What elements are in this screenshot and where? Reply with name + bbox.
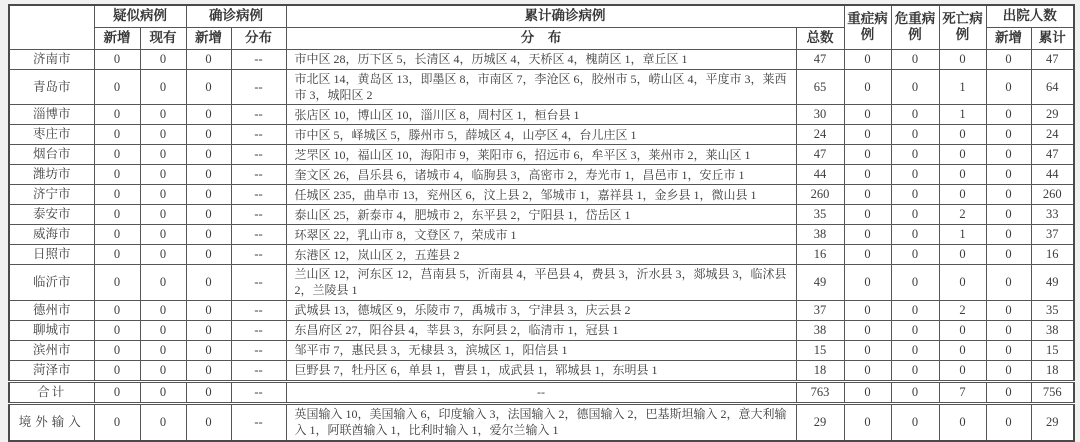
confirmed-distribution-cell: --: [231, 185, 286, 205]
region-cell: 枣庄市: [9, 125, 94, 145]
discharged-cumulative-header: 累计: [1031, 27, 1074, 49]
table-row: [9, 205, 1074, 225]
critical-cases-cell: 0: [891, 245, 939, 265]
cumulative-total-cell: 16: [796, 245, 844, 265]
critical-cases-cell: 0: [891, 340, 939, 360]
severe-cases-cell: 0: [844, 49, 891, 69]
table-row: [9, 225, 1074, 245]
death-cases-cell: 1: [939, 69, 986, 104]
discharged-header: 出院人数: [986, 5, 1074, 27]
suspected-existing-cell: 0: [140, 49, 186, 69]
epidemic-stats-table: [8, 4, 1075, 442]
cumulative-total-cell: 18: [796, 360, 844, 381]
discharged-new-cell: 0: [986, 245, 1031, 265]
critical-cases-cell: 0: [891, 403, 939, 441]
cumulative-total-cell: 38: [796, 225, 844, 245]
confirmed-new-header: 新增: [186, 27, 231, 49]
discharged-new-cell: 0: [986, 340, 1031, 360]
suspected-existing-cell: 0: [140, 360, 186, 381]
discharged-total-cell: 756: [1031, 381, 1074, 403]
suspected-new-cell: 0: [94, 381, 140, 403]
confirmed-new-cell: 0: [186, 245, 231, 265]
suspected-existing-cell: 0: [140, 265, 186, 300]
critical-cases-cell: 0: [891, 360, 939, 381]
discharged-new-cell: 0: [986, 360, 1031, 381]
confirmed-distribution-cell: --: [231, 105, 286, 125]
confirmed-distribution-cell: --: [231, 69, 286, 104]
cumulative-distribution-cell: 英国输入 10，美国输入 6，印度输入 3，法国输入 2，德国输入 2，巴基斯坦输入 2，意大利输入 1，阿联酋输入 1，比利时输入 1，爱尔兰输入 1: [286, 403, 796, 441]
confirmed-new-cell: 0: [186, 69, 231, 104]
severe-cases-cell: 0: [844, 360, 891, 381]
critical-cases-cell: 0: [891, 225, 939, 245]
cumulative-distribution-cell: 东昌府区 27，阳谷县 4，莘县 3，东阿县 2，临清市 1，冠县 1: [286, 320, 796, 340]
severe-cases-cell: 0: [844, 125, 891, 145]
suspected-existing-cell: 0: [140, 225, 186, 245]
suspected-existing-cell: 0: [140, 300, 186, 320]
region-column-header: [9, 5, 94, 49]
cumulative-distribution-cell: 市中区 5，峄城区 5，滕州市 5，薛城区 4，山亭区 4，台儿庄区 1: [286, 125, 796, 145]
severe-cases-cell: 0: [844, 205, 891, 225]
cumulative-total-cell: 38: [796, 320, 844, 340]
confirmed-new-cell: 0: [186, 320, 231, 340]
suspected-existing-cell: 0: [140, 320, 186, 340]
death-cases-cell: 2: [939, 300, 986, 320]
suspected-cases-header: 疑似病例: [94, 5, 186, 27]
confirmed-new-cell: 0: [186, 185, 231, 205]
cumulative-total-cell: 30: [796, 105, 844, 125]
suspected-existing-cell: 0: [140, 381, 186, 403]
discharged-total-cell: 35: [1031, 300, 1074, 320]
death-cases-cell: 0: [939, 145, 986, 165]
cumulative-confirmed-header: 累计确诊病例: [286, 5, 844, 27]
suspected-existing-cell: 0: [140, 205, 186, 225]
header-row-groups: [9, 5, 1074, 27]
critical-cases-cell: 0: [891, 69, 939, 104]
critical-cases-cell: 0: [891, 381, 939, 403]
region-cell: 济宁市: [9, 185, 94, 205]
suspected-new-cell: 0: [94, 165, 140, 185]
suspected-new-header: 新增: [94, 27, 140, 49]
cumulative-distribution-cell: 武城县 13，德城区 9，乐陵市 7，禹城市 3，宁津县 3，庆云县 2: [286, 300, 796, 320]
critical-cases-header: 危重病例: [891, 5, 939, 49]
discharged-total-cell: 49: [1031, 265, 1074, 300]
total-row: [9, 381, 1074, 403]
table-row: [9, 245, 1074, 265]
discharged-total-cell: 33: [1031, 205, 1074, 225]
discharged-total-cell: 29: [1031, 403, 1074, 441]
discharged-total-cell: 29: [1031, 105, 1074, 125]
discharged-new-cell: 0: [986, 49, 1031, 69]
confirmed-new-cell: 0: [186, 300, 231, 320]
confirmed-distribution-cell: --: [231, 245, 286, 265]
cumulative-distribution-cell: 兰山区 12，河东区 12，莒南县 5，沂南县 4，平邑县 4，费县 3，沂水县 3，郯城县 3，临沭县 2，兰陵县 1: [286, 265, 796, 300]
discharged-new-cell: 0: [986, 185, 1031, 205]
discharged-new-cell: 0: [986, 165, 1031, 185]
region-cell: 济南市: [9, 49, 94, 69]
cumulative-total-cell: 49: [796, 265, 844, 300]
confirmed-distribution-cell: --: [231, 300, 286, 320]
critical-cases-cell: 0: [891, 265, 939, 300]
cumulative-total-cell: 24: [796, 125, 844, 145]
severe-cases-cell: 0: [844, 69, 891, 104]
discharged-total-cell: 15: [1031, 340, 1074, 360]
suspected-new-cell: 0: [94, 185, 140, 205]
cumulative-distribution-cell: 芝罘区 10，福山区 10，海阳市 9，莱阳市 6，招远市 6，牟平区 3，莱州市 2，莱山区 1: [286, 145, 796, 165]
region-cell: 菏泽市: [9, 360, 94, 381]
death-cases-cell: 0: [939, 49, 986, 69]
suspected-new-cell: 0: [94, 125, 140, 145]
severe-cases-cell: 0: [844, 185, 891, 205]
suspected-new-cell: 0: [94, 340, 140, 360]
critical-cases-cell: 0: [891, 145, 939, 165]
suspected-existing-cell: 0: [140, 340, 186, 360]
cumulative-total-cell: 29: [796, 403, 844, 441]
confirmed-new-cell: 0: [186, 360, 231, 381]
table-row: [9, 360, 1074, 381]
cumulative-distribution-cell: 泰山区 25，新泰市 4，肥城市 2，东平县 2，宁阳县 1，岱岳区 1: [286, 205, 796, 225]
region-cell: 青岛市: [9, 69, 94, 104]
suspected-new-cell: 0: [94, 265, 140, 300]
region-cell: 淄博市: [9, 105, 94, 125]
suspected-new-cell: 0: [94, 105, 140, 125]
critical-cases-cell: 0: [891, 300, 939, 320]
confirmed-distribution-cell: --: [231, 205, 286, 225]
confirmed-distribution-cell: --: [231, 381, 286, 403]
discharged-new-cell: 0: [986, 205, 1031, 225]
confirmed-new-cell: 0: [186, 225, 231, 245]
critical-cases-cell: 0: [891, 125, 939, 145]
suspected-existing-cell: 0: [140, 69, 186, 104]
critical-cases-cell: 0: [891, 320, 939, 340]
death-cases-cell: 0: [939, 320, 986, 340]
discharged-new-cell: 0: [986, 265, 1031, 300]
discharged-total-cell: 16: [1031, 245, 1074, 265]
confirmed-new-cell: 0: [186, 105, 231, 125]
severe-cases-cell: 0: [844, 105, 891, 125]
discharged-new-cell: 0: [986, 69, 1031, 104]
confirmed-distribution-cell: --: [231, 320, 286, 340]
severe-cases-cell: 0: [844, 300, 891, 320]
death-cases-header: 死亡病例: [939, 5, 986, 49]
suspected-new-cell: 0: [94, 225, 140, 245]
critical-cases-cell: 0: [891, 49, 939, 69]
cumulative-distribution-cell: 奎文区 26，昌乐县 6，诸城市 4，临朐县 3，高密市 2，寿光市 1，昌邑市 1，安丘市 1: [286, 165, 796, 185]
death-cases-cell: 0: [939, 185, 986, 205]
suspected-existing-cell: 0: [140, 145, 186, 165]
cumulative-total-cell: 47: [796, 49, 844, 69]
discharged-new-cell: 0: [986, 125, 1031, 145]
confirmed-new-cell: 0: [186, 205, 231, 225]
severe-cases-cell: 0: [844, 320, 891, 340]
severe-cases-cell: 0: [844, 381, 891, 403]
suspected-existing-cell: 0: [140, 403, 186, 441]
region-cell: 德州市: [9, 300, 94, 320]
discharged-total-cell: 47: [1031, 49, 1074, 69]
death-cases-cell: 0: [939, 165, 986, 185]
discharged-total-cell: 44: [1031, 165, 1074, 185]
discharged-new-cell: 0: [986, 381, 1031, 403]
discharged-new-cell: 0: [986, 145, 1031, 165]
table-row: [9, 340, 1074, 360]
cumulative-distribution-cell: 任城区 235，曲阜市 13，兖州区 6，汶上县 2，邹城市 1，嘉祥县 1，金乡县 1，微山县 1: [286, 185, 796, 205]
death-cases-cell: 1: [939, 225, 986, 245]
death-cases-cell: 7: [939, 381, 986, 403]
suspected-new-cell: 0: [94, 205, 140, 225]
region-cell: 滨州市: [9, 340, 94, 360]
suspected-new-cell: 0: [94, 145, 140, 165]
suspected-new-cell: 0: [94, 403, 140, 441]
table-row: [9, 49, 1074, 69]
region-cell: 潍坊市: [9, 165, 94, 185]
severe-cases-cell: 0: [844, 245, 891, 265]
region-cell: 境外输入: [9, 403, 94, 441]
cumulative-total-cell: 65: [796, 69, 844, 104]
severe-cases-cell: 0: [844, 165, 891, 185]
death-cases-cell: 0: [939, 125, 986, 145]
death-cases-cell: 1: [939, 105, 986, 125]
death-cases-cell: 0: [939, 340, 986, 360]
cumulative-distribution-cell: --: [286, 381, 796, 403]
suspected-existing-cell: 0: [140, 165, 186, 185]
discharged-new-header: 新增: [986, 27, 1031, 49]
confirmed-distribution-cell: --: [231, 165, 286, 185]
region-cell: 合计: [9, 381, 94, 403]
confirmed-new-cell: 0: [186, 165, 231, 185]
confirmed-new-cell: 0: [186, 403, 231, 441]
table-row: [9, 105, 1074, 125]
discharged-total-cell: 18: [1031, 360, 1074, 381]
discharged-total-cell: 64: [1031, 69, 1074, 104]
discharged-new-cell: 0: [986, 320, 1031, 340]
death-cases-cell: 2: [939, 205, 986, 225]
confirmed-distribution-header: 分布: [231, 27, 286, 49]
confirmed-new-cell: 0: [186, 49, 231, 69]
cumulative-total-cell: 35: [796, 205, 844, 225]
table-body: [9, 49, 1074, 440]
confirmed-distribution-cell: --: [231, 145, 286, 165]
imported-row: [9, 403, 1074, 441]
critical-cases-cell: 0: [891, 205, 939, 225]
cumulative-total-cell: 763: [796, 381, 844, 403]
confirmed-new-cell: 0: [186, 265, 231, 300]
suspected-existing-cell: 0: [140, 245, 186, 265]
cumulative-distribution-header: 分 布: [286, 27, 796, 49]
suspected-existing-cell: 0: [140, 125, 186, 145]
critical-cases-cell: 0: [891, 185, 939, 205]
confirmed-new-cell: 0: [186, 340, 231, 360]
cumulative-total-cell: 260: [796, 185, 844, 205]
table-row: [9, 145, 1074, 165]
suspected-new-cell: 0: [94, 245, 140, 265]
cumulative-total-header: 总数: [796, 27, 844, 49]
critical-cases-cell: 0: [891, 165, 939, 185]
confirmed-cases-header: 确诊病例: [186, 5, 286, 27]
severe-cases-cell: 0: [844, 265, 891, 300]
cumulative-distribution-cell: 张店区 10，博山区 10，淄川区 8，周村区 1，桓台县 1: [286, 105, 796, 125]
discharged-new-cell: 0: [986, 225, 1031, 245]
table-row: [9, 320, 1074, 340]
table-row: [9, 165, 1074, 185]
suspected-new-cell: 0: [94, 360, 140, 381]
confirmed-distribution-cell: --: [231, 265, 286, 300]
death-cases-cell: 0: [939, 245, 986, 265]
death-cases-cell: 0: [939, 360, 986, 381]
critical-cases-cell: 0: [891, 105, 939, 125]
suspected-new-cell: 0: [94, 300, 140, 320]
confirmed-distribution-cell: --: [231, 49, 286, 69]
region-cell: 日照市: [9, 245, 94, 265]
table-row: [9, 300, 1074, 320]
death-cases-cell: 0: [939, 265, 986, 300]
suspected-new-cell: 0: [94, 320, 140, 340]
table-row: [9, 265, 1074, 300]
table-row: [9, 69, 1074, 104]
suspected-new-cell: 0: [94, 69, 140, 104]
severe-cases-cell: 0: [844, 340, 891, 360]
death-cases-cell: 0: [939, 403, 986, 441]
cumulative-total-cell: 47: [796, 145, 844, 165]
discharged-new-cell: 0: [986, 105, 1031, 125]
suspected-existing-header: 现有: [140, 27, 186, 49]
severe-cases-cell: 0: [844, 225, 891, 245]
region-cell: 烟台市: [9, 145, 94, 165]
cumulative-total-cell: 37: [796, 300, 844, 320]
confirmed-distribution-cell: --: [231, 125, 286, 145]
cumulative-distribution-cell: 环翠区 22，乳山市 8，文登区 7，荣成市 1: [286, 225, 796, 245]
cumulative-distribution-cell: 邹平市 7，惠民县 3，无棣县 3，滨城区 1，阳信县 1: [286, 340, 796, 360]
confirmed-distribution-cell: --: [231, 225, 286, 245]
cumulative-total-cell: 44: [796, 165, 844, 185]
region-cell: 临沂市: [9, 265, 94, 300]
cumulative-total-cell: 15: [796, 340, 844, 360]
cumulative-distribution-cell: 东港区 12，岚山区 2，五莲县 2: [286, 245, 796, 265]
suspected-existing-cell: 0: [140, 105, 186, 125]
confirmed-distribution-cell: --: [231, 340, 286, 360]
confirmed-new-cell: 0: [186, 125, 231, 145]
discharged-new-cell: 0: [986, 403, 1031, 441]
discharged-total-cell: 38: [1031, 320, 1074, 340]
region-cell: 威海市: [9, 225, 94, 245]
discharged-total-cell: 47: [1031, 145, 1074, 165]
discharged-total-cell: 37: [1031, 225, 1074, 245]
discharged-new-cell: 0: [986, 300, 1031, 320]
confirmed-distribution-cell: --: [231, 360, 286, 381]
cumulative-distribution-cell: 市中区 28，历下区 5，长清区 4，历城区 4，天桥区 4，槐荫区 1，章丘区 1: [286, 49, 796, 69]
confirmed-new-cell: 0: [186, 145, 231, 165]
table-header: [9, 5, 1074, 49]
cumulative-distribution-cell: 巨野县 7，牡丹区 6，单县 1，曹县 1，成武县 1，郓城县 1，东明县 1: [286, 360, 796, 381]
region-cell: 泰安市: [9, 205, 94, 225]
discharged-total-cell: 260: [1031, 185, 1074, 205]
confirmed-distribution-cell: --: [231, 403, 286, 441]
severe-cases-cell: 0: [844, 145, 891, 165]
cumulative-distribution-cell: 市北区 14，黄岛区 13，即墨区 8，市南区 7，李沧区 6，胶州市 5，崂山区 4，平度市 3，莱西市 3，城阳区 2: [286, 69, 796, 104]
severe-cases-cell: 0: [844, 403, 891, 441]
confirmed-new-cell: 0: [186, 381, 231, 403]
table-row: [9, 125, 1074, 145]
discharged-total-cell: 24: [1031, 125, 1074, 145]
suspected-new-cell: 0: [94, 49, 140, 69]
suspected-existing-cell: 0: [140, 185, 186, 205]
severe-cases-header: 重症病例: [844, 5, 891, 49]
table-row: [9, 185, 1074, 205]
region-cell: 聊城市: [9, 320, 94, 340]
